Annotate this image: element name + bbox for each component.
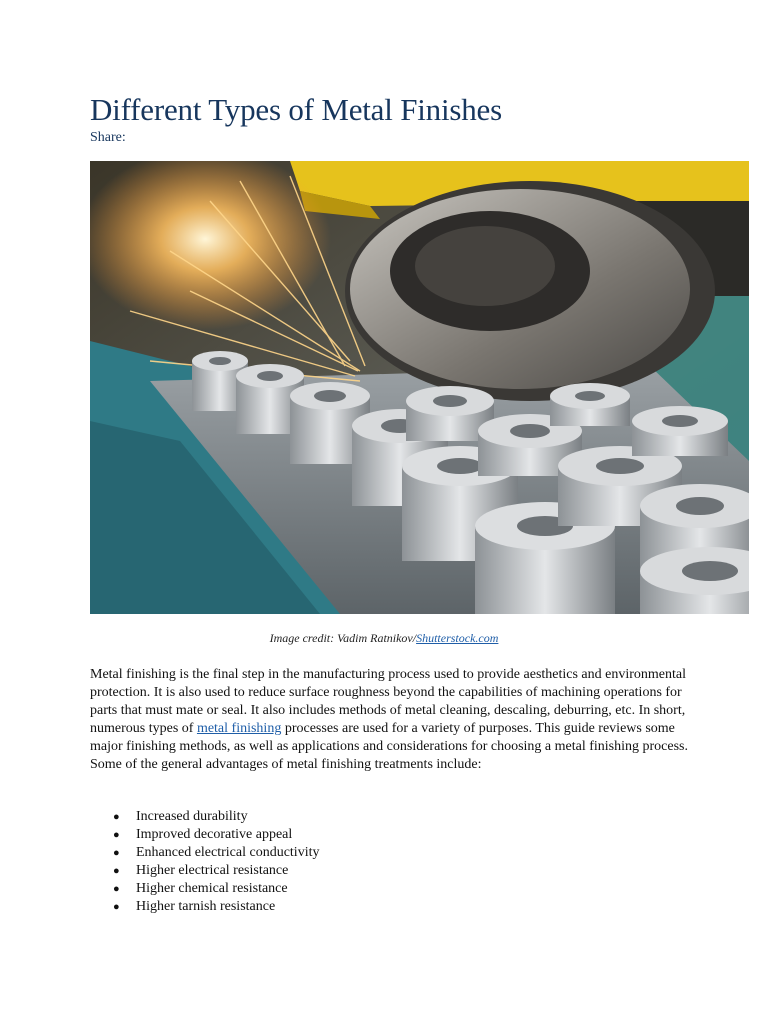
- list-item: [90, 826, 650, 844]
- list-item-label: Higher tarnish resistance: [136, 899, 276, 914]
- intro-text-part2: processes are used for a variety of purposes. This guide reviews some major finishing methods, as well as applications and considerations for choosing a metal finishing process. Some of the general advantages of metal finishing treatments include:: [90, 721, 688, 772]
- list-item: [90, 898, 650, 916]
- list-item-label: Improved decorative appeal: [136, 827, 293, 842]
- bullet-icon: ●: [113, 829, 120, 841]
- image-credit-text: Image credit: Vadim Ratnikov/: [269, 631, 417, 645]
- list-item-label: Increased durability: [136, 809, 248, 824]
- list-item-label: Higher chemical resistance: [136, 881, 288, 896]
- list-item: [90, 808, 650, 826]
- list-item: [90, 862, 650, 880]
- intro-paragraph: [90, 666, 690, 774]
- bullet-icon: ●: [113, 865, 120, 877]
- share-label: Share:: [90, 130, 126, 145]
- list-item-label: Higher electrical resistance: [136, 863, 289, 878]
- advantages-list: [90, 808, 650, 916]
- list-item: [90, 844, 650, 862]
- image-credit-link[interactable]: Shutterstock.com: [416, 631, 499, 645]
- bullet-icon: ●: [113, 847, 120, 859]
- page-title: Different Types of Metal Finishes: [90, 92, 502, 127]
- bullet-icon: ●: [113, 901, 120, 913]
- metal-finishing-link[interactable]: metal finishing: [196, 721, 282, 736]
- hero-image: [90, 161, 749, 614]
- intro-text-part1: Metal finishing is the final step in the manufacturing process used to provide aesthetics and environmental protection. It is also used to reduce surface roughness beyond the capabilities of machining operations for parts that must mate or seal. It also includes methods of metal cleaning, descaling, deburring, etc. In short, numerous types of: [90, 667, 687, 736]
- list-item: [90, 880, 650, 898]
- image-credit: [0, 631, 768, 646]
- bullet-icon: ●: [113, 883, 120, 895]
- bullet-icon: ●: [113, 811, 120, 823]
- list-item-label: Enhanced electrical conductivity: [136, 845, 320, 860]
